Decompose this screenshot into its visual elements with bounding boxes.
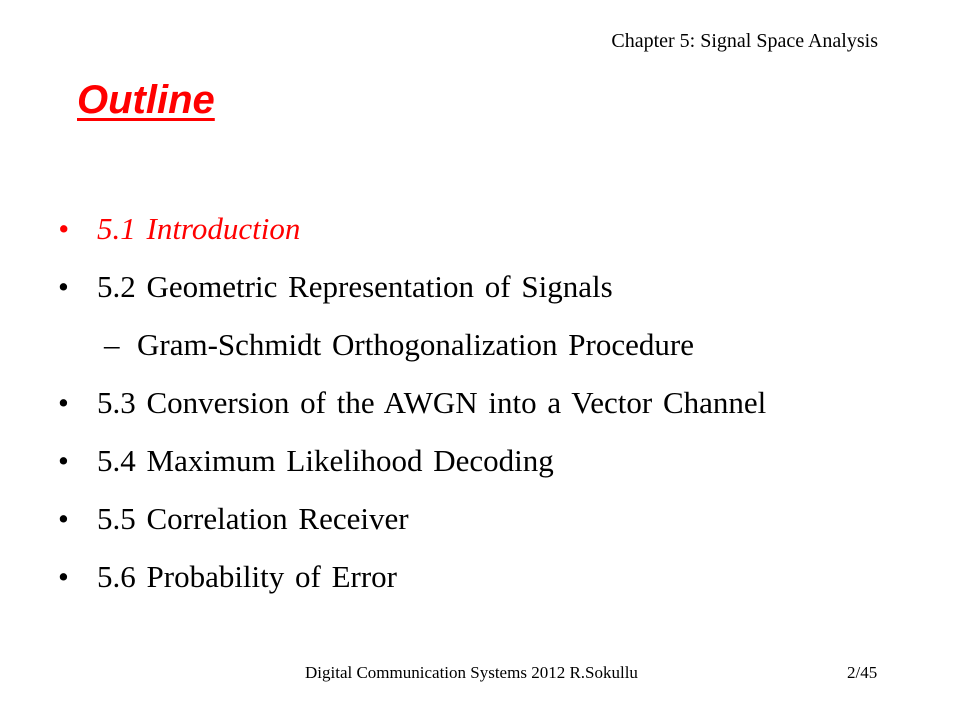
outline-item-introduction [0,200,960,258]
outline-item-label: 5.1 Introduction [97,211,301,246]
outline-subitem-label: Gram-Schmidt Orthogonalization Procedure [137,327,694,362]
footer-course: Digital Communication Systems 2012 R.Sokullu [305,663,638,682]
page-number: 2/45 [847,663,878,682]
bullet-icon: • [58,501,69,536]
outline-subitem-gram-schmidt [0,316,960,374]
outline-list [0,200,960,606]
outline-item-label: 5.6 Probability of Error [97,559,398,594]
outline-item-awgn-conversion [0,374,960,432]
bullet-icon: • [58,385,69,420]
bullet-icon: • [58,559,69,594]
dash-icon: – [104,327,120,362]
outline-item-label: 5.3 Conversion of the AWGN into a Vector Channel [97,385,767,420]
bullet-icon: • [58,269,69,304]
bullet-icon: • [58,211,69,246]
slide-title: Outline [77,78,215,122]
bullet-icon: • [58,443,69,478]
outline-item-geometric-representation [0,258,960,316]
outline-item-label: 5.2 Geometric Representation of Signals [97,269,613,304]
outline-item-correlation-receiver [0,490,960,548]
outline-item-label: 5.4 Maximum Likelihood Decoding [97,443,554,478]
chapter-header: Chapter 5: Signal Space Analysis [611,30,878,52]
outline-item-ml-decoding [0,432,960,490]
outline-item-label: 5.5 Correlation Receiver [97,501,409,536]
outline-item-probability-of-error [0,548,960,606]
